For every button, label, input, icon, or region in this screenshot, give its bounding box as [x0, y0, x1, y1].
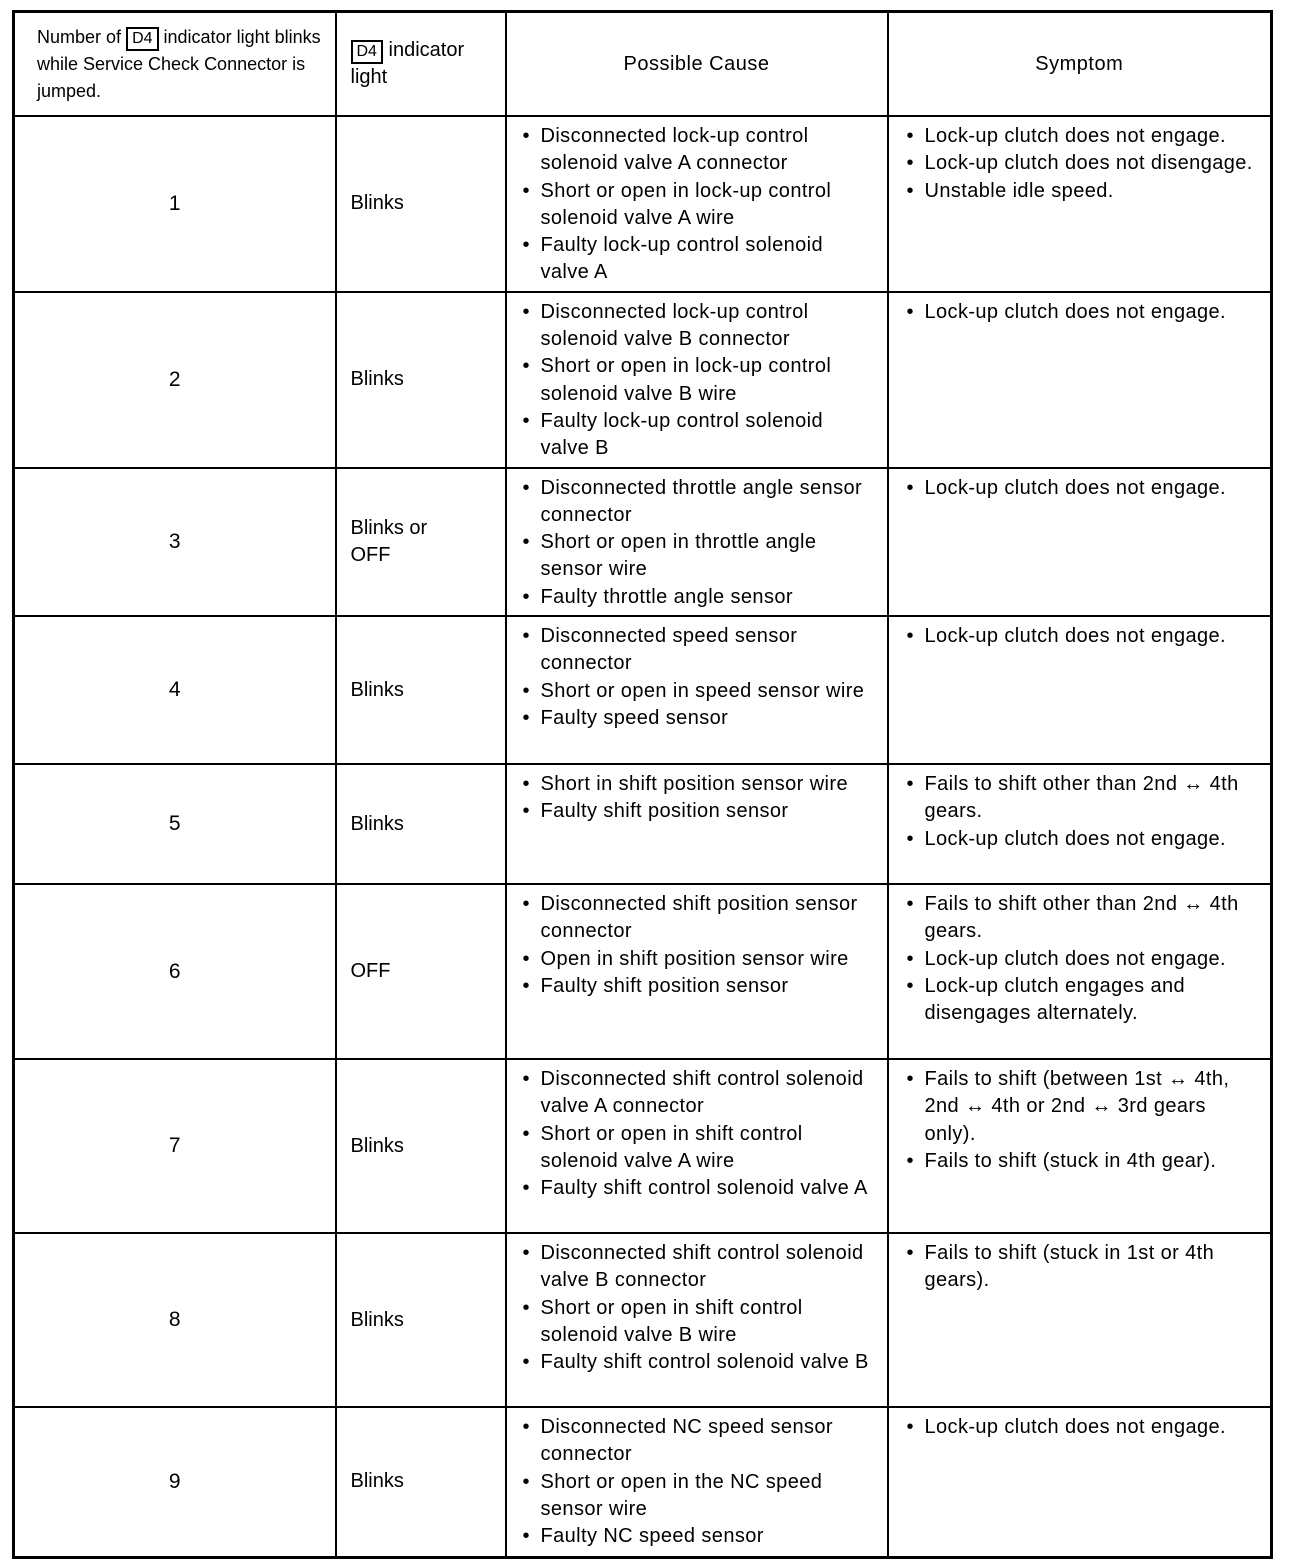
- symptom-item: • Lock-up clutch does not engage.: [903, 946, 1261, 973]
- possible-cause-cell: [506, 616, 888, 764]
- symptom-item: • Lock-up clutch does not engage.: [903, 826, 1261, 853]
- symptom-cell: [888, 1407, 1272, 1557]
- blink-count-cell: 6: [14, 884, 336, 1059]
- blink-count-cell: 5: [14, 764, 336, 884]
- table-row: [14, 1233, 1272, 1407]
- possible-cause-cell: [506, 1059, 888, 1233]
- table-row: [14, 884, 1272, 1059]
- cause-item: • Faulty speed sensor: [519, 705, 877, 732]
- symptom-cell: [888, 468, 1272, 616]
- cause-item: • Faulty shift control solenoid valve A: [519, 1175, 877, 1202]
- cause-item: • Short or open in shift control solenoid valve B wire: [519, 1295, 877, 1350]
- cause-item: • Disconnected speed sensor connector: [519, 623, 877, 678]
- symptom-cell: [888, 1233, 1272, 1407]
- troubleshooting-sheet: [12, 10, 1270, 1548]
- indicator-state-cell: Blinks: [336, 1059, 506, 1233]
- cause-item: • Short or open in shift control solenoid valve A wire: [519, 1121, 877, 1176]
- blink-count-cell: 2: [14, 292, 336, 468]
- header-count-prefix: Number of: [37, 26, 122, 47]
- header-light-suffix: indicator light: [350, 39, 465, 88]
- cause-item: • Short in shift position sensor wire: [519, 771, 877, 798]
- table-row: [14, 116, 1272, 292]
- d4-diagnostic-table: [12, 10, 1273, 1559]
- possible-cause-cell: [506, 884, 888, 1059]
- blink-count-cell: 1: [14, 116, 336, 292]
- symptom-item: • Fails to shift other than 2nd ↔ 4th gears.: [903, 891, 1261, 946]
- table-header-row: [14, 12, 1272, 117]
- symptom-item: • Fails to shift other than 2nd ↔ 4th gears.: [903, 771, 1261, 826]
- symptom-item: • Lock-up clutch does not engage.: [903, 123, 1261, 150]
- indicator-state-cell: Blinks: [336, 1233, 506, 1407]
- cause-item: • Short or open in speed sensor wire: [519, 678, 877, 705]
- blink-count-cell: 4: [14, 616, 336, 764]
- cause-item: • Faulty lock-up control solenoid valve A: [519, 232, 877, 287]
- table-row: [14, 1407, 1272, 1557]
- indicator-state-cell: Blinks or OFF: [336, 468, 506, 616]
- blink-count-header: [14, 12, 336, 117]
- possible-cause-cell: [506, 116, 888, 292]
- cause-item: • Faulty throttle angle sensor: [519, 584, 877, 611]
- cause-item: • Disconnected lock-up control solenoid valve B connector: [519, 299, 877, 354]
- cause-item: • Open in shift position sensor wire: [519, 946, 877, 973]
- indicator-state-cell: Blinks: [336, 616, 506, 764]
- symptom-item: • Fails to shift (stuck in 1st or 4th gears).: [903, 1240, 1261, 1295]
- d4-indicator-badge: D4: [351, 40, 383, 64]
- table-row: [14, 616, 1272, 764]
- symptom-cell: [888, 884, 1272, 1059]
- cause-item: • Short or open in throttle angle sensor wire: [519, 529, 877, 584]
- header-count-suffix: indicator light blinks while Service Check Connector is jumped.: [37, 26, 321, 101]
- blink-count-cell: 9: [14, 1407, 336, 1557]
- symptom-cell: [888, 292, 1272, 468]
- cause-item: • Faulty shift control solenoid valve B: [519, 1349, 877, 1376]
- table-row: [14, 468, 1272, 616]
- cause-item: • Short or open in lock-up control solenoid valve B wire: [519, 353, 877, 408]
- cause-item: • Short or open in lock-up control solenoid valve A wire: [519, 178, 877, 233]
- table-row: [14, 292, 1272, 468]
- cause-item: • Disconnected NC speed sensor connector: [519, 1414, 877, 1469]
- cause-item: • Short or open in the NC speed sensor wire: [519, 1469, 877, 1524]
- possible-cause-cell: [506, 292, 888, 468]
- cause-item: • Faulty lock-up control solenoid valve B: [519, 408, 877, 463]
- symptom-item: • Lock-up clutch does not engage.: [903, 623, 1261, 650]
- cause-item: • Faulty NC speed sensor: [519, 1523, 877, 1550]
- blink-count-cell: 7: [14, 1059, 336, 1233]
- possible-cause-header: Possible Cause: [506, 12, 888, 117]
- blink-count-cell: 8: [14, 1233, 336, 1407]
- symptom-cell: [888, 116, 1272, 292]
- cause-item: • Disconnected shift position sensor connector: [519, 891, 877, 946]
- table-row: [14, 764, 1272, 884]
- indicator-light-header: [336, 12, 506, 117]
- symptom-cell: [888, 1059, 1272, 1233]
- possible-cause-cell: [506, 1233, 888, 1407]
- indicator-state-cell: Blinks: [336, 764, 506, 884]
- indicator-state-cell: Blinks: [336, 292, 506, 468]
- possible-cause-cell: [506, 468, 888, 616]
- possible-cause-cell: [506, 1407, 888, 1557]
- symptom-item: • Fails to shift (between 1st ↔ 4th, 2nd ↔ 4th or 2nd ↔ 3rd gears only).: [903, 1066, 1261, 1148]
- symptom-item: • Lock-up clutch does not disengage.: [903, 150, 1261, 177]
- cause-item: • Faulty shift position sensor: [519, 798, 877, 825]
- d4-indicator-badge: D4: [126, 27, 158, 51]
- symptom-item: • Lock-up clutch does not engage.: [903, 475, 1261, 502]
- symptom-cell: [888, 616, 1272, 764]
- indicator-state-cell: Blinks: [336, 116, 506, 292]
- symptom-item: • Fails to shift (stuck in 4th gear).: [903, 1148, 1261, 1175]
- symptom-cell: [888, 764, 1272, 884]
- symptom-item: • Lock-up clutch engages and disengages alternately.: [903, 973, 1261, 1028]
- cause-item: • Disconnected throttle angle sensor connector: [519, 475, 877, 530]
- possible-cause-cell: [506, 764, 888, 884]
- symptom-item: • Unstable idle speed.: [903, 178, 1261, 205]
- blink-count-cell: 3: [14, 468, 336, 616]
- cause-item: • Disconnected shift control solenoid valve B connector: [519, 1240, 877, 1295]
- cause-item: • Disconnected shift control solenoid valve A connector: [519, 1066, 877, 1121]
- symptom-item: • Lock-up clutch does not engage.: [903, 299, 1261, 326]
- cause-item: • Faulty shift position sensor: [519, 973, 877, 1000]
- symptom-item: • Lock-up clutch does not engage.: [903, 1414, 1261, 1441]
- indicator-state-cell: OFF: [336, 884, 506, 1059]
- indicator-state-cell: Blinks: [336, 1407, 506, 1557]
- table-row: [14, 1059, 1272, 1233]
- symptom-header: Symptom: [888, 12, 1272, 117]
- cause-item: • Disconnected lock-up control solenoid valve A connector: [519, 123, 877, 178]
